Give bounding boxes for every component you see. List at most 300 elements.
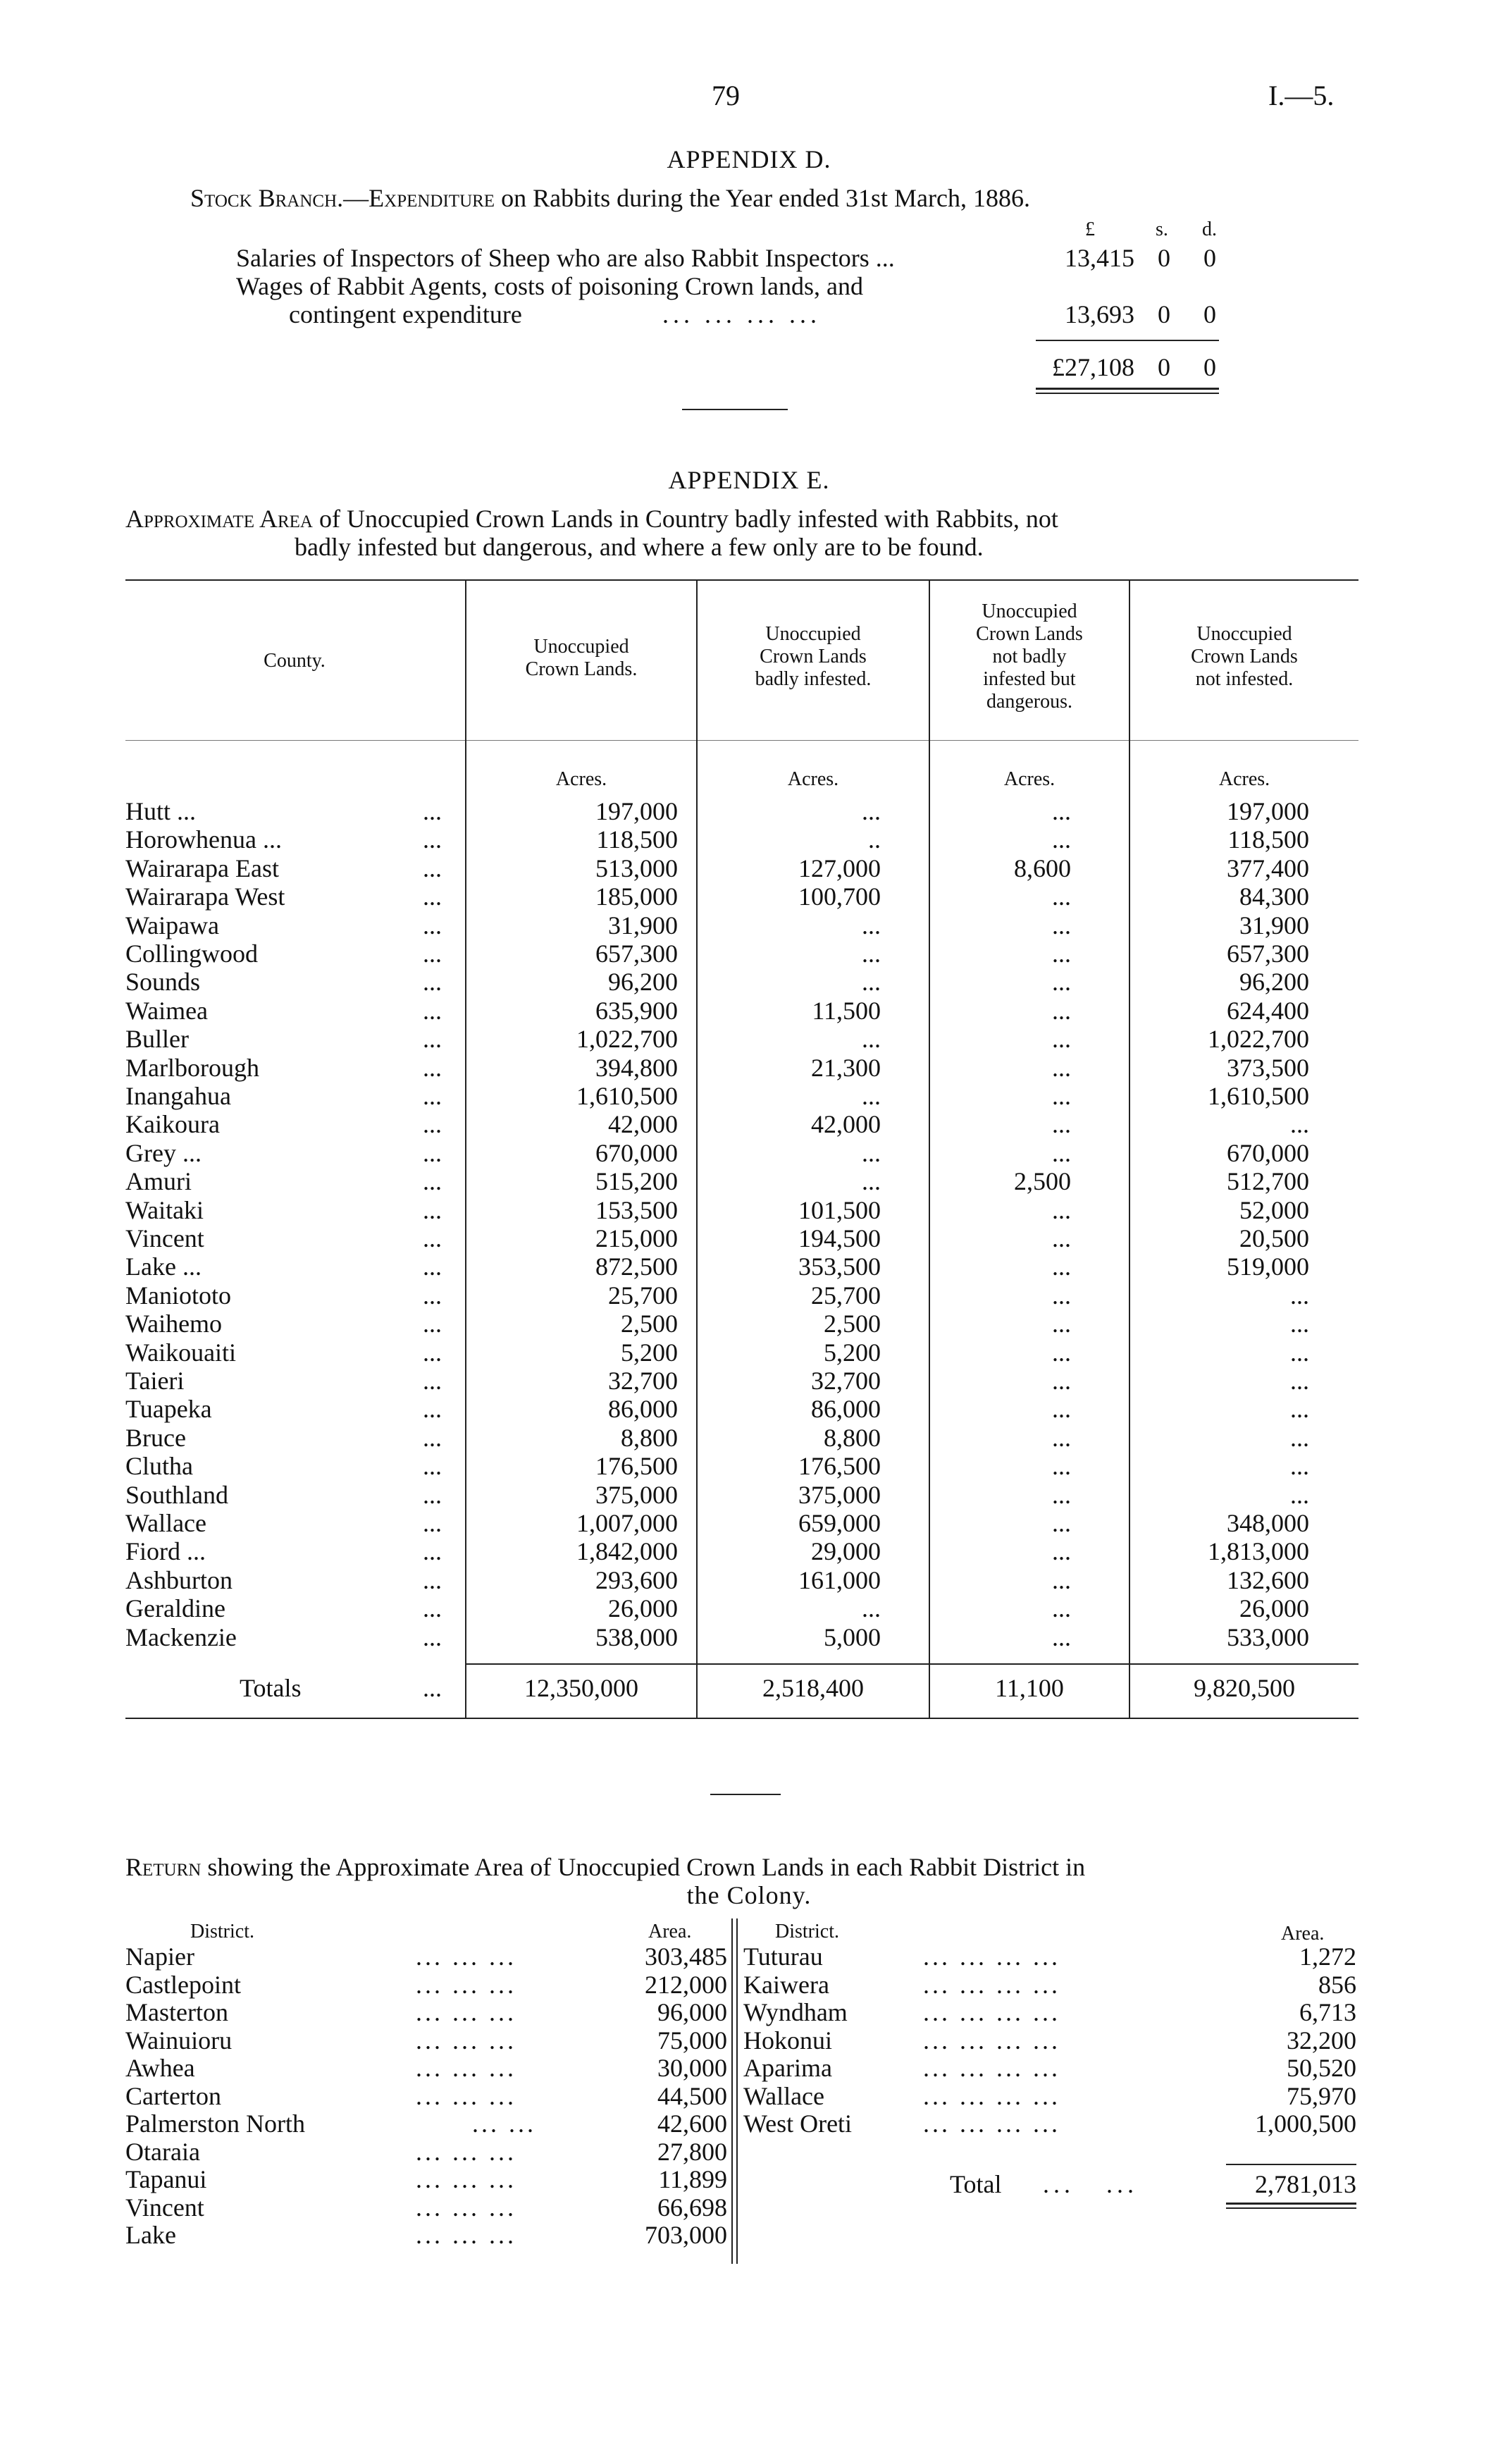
return-area: 6,713 [1299, 1998, 1356, 2026]
table-row [0, 1309, 1498, 1337]
table-row [0, 1594, 1498, 1622]
return-area: 1,000,500 [1255, 2109, 1356, 2138]
county-name: Wallace [125, 1509, 207, 1537]
cell-not-infested: ... [1290, 1480, 1309, 1509]
cell-unoccupied: 1,610,500 [576, 1082, 678, 1110]
table-top-rule [125, 579, 1358, 581]
cell-unoccupied: 176,500 [595, 1452, 678, 1481]
cell-not-badly: 8,600 [1014, 854, 1071, 882]
county-name: Southland [125, 1480, 229, 1509]
pounds-header: £ [1085, 218, 1095, 240]
return-leader-dots: ... ... ... [416, 1942, 516, 1971]
county-leader-dots: ... [423, 1252, 442, 1281]
cell-not-badly: ... [1052, 1395, 1071, 1424]
table-row [0, 1394, 1498, 1422]
cell-unoccupied: 153,500 [595, 1195, 678, 1224]
return-area: 44,500 [657, 2081, 727, 2110]
cell-not-badly: ... [1052, 1594, 1071, 1623]
header-unoccupied-line: Unoccupied [533, 636, 629, 658]
cell-not-badly: ... [1052, 1025, 1071, 1054]
table-row [0, 1622, 1498, 1651]
return-title [125, 1852, 1085, 1882]
county-name: Sounds [125, 968, 201, 997]
return-district: Masterton [125, 1998, 228, 2026]
cell-unoccupied: 670,000 [595, 1138, 678, 1167]
county-name: Lake ... [125, 1252, 202, 1281]
cell-unoccupied: 2,500 [621, 1310, 678, 1338]
cell-not-badly: ... [1052, 1053, 1071, 1082]
cell-not-infested: 197,000 [1227, 797, 1309, 825]
table-row [0, 854, 1498, 882]
cell-not-infested: ... [1290, 1110, 1309, 1139]
cell-not-infested: 20,500 [1239, 1224, 1309, 1252]
cell-badly-infested: 5,000 [824, 1622, 881, 1651]
county-name: Kaikoura [125, 1110, 220, 1139]
county-name: Inangahua [125, 1082, 231, 1110]
cell-unoccupied: 1,022,700 [576, 1025, 678, 1054]
cell-not-infested: 52,000 [1239, 1195, 1309, 1224]
county-leader-dots: ... [423, 1338, 442, 1367]
return-area: 303,485 [645, 1942, 727, 1971]
expenditure-item-wages: Wages of Rabbit Agents, costs of poisoning Crown lands, and [236, 272, 864, 300]
return-row [0, 1970, 1498, 1998]
return-row [0, 2220, 1498, 2248]
header-unoccupied-line: Crown Lands. [525, 658, 638, 680]
cell-badly-infested: 86,000 [811, 1395, 881, 1424]
expenditure-item-salaries: Salaries of Inspectors of Sheep who are also Rabbit Inspectors ... [236, 244, 895, 272]
cell-unoccupied: 5,200 [621, 1338, 678, 1367]
cell-not-infested: ... [1290, 1367, 1309, 1395]
return-area: 42,600 [657, 2109, 727, 2138]
return-area: 96,000 [657, 1998, 727, 2026]
header-not-badly-infested [930, 600, 1129, 713]
cell-not-infested: 31,900 [1239, 911, 1309, 940]
return-total-rule-1 [1226, 2203, 1356, 2205]
table-header-rule [125, 740, 1358, 741]
return-district: Tuturau [743, 1942, 823, 1971]
cell-not-badly: ... [1052, 1480, 1071, 1509]
cell-badly-infested: ... [862, 1138, 881, 1167]
return-leader-dots: ... ... ... ... [923, 2026, 1060, 2055]
return-row [0, 1997, 1498, 2026]
county-name: Geraldine [125, 1594, 225, 1623]
appendix-d-title: APPENDIX D. [667, 145, 831, 173]
return-leader-dots: ... ... ... ... [923, 2081, 1060, 2110]
county-leader-dots: ... [423, 1594, 442, 1623]
return-total-dots: ... ... [1043, 2170, 1138, 2198]
table-row [0, 1138, 1498, 1166]
header-not-badly-line: dangerous. [986, 691, 1073, 713]
return-row [0, 1942, 1498, 1970]
county-name: Buller [125, 1025, 189, 1054]
table-row [0, 1451, 1498, 1479]
cell-not-badly: ... [1052, 1281, 1071, 1310]
table-row [0, 1109, 1498, 1138]
return-right-district-header: District. [775, 1921, 839, 1942]
county-leader-dots: ... [423, 1452, 442, 1481]
county-leader-dots: ... [423, 1310, 442, 1338]
return-leader-dots: ... ... ... ... [923, 1970, 1060, 1999]
header-not-infested-line: not infested. [1195, 668, 1294, 690]
return-leader-dots: ... ... [472, 2109, 536, 2138]
cell-not-infested: ... [1290, 1452, 1309, 1481]
cell-unoccupied: 538,000 [595, 1622, 678, 1651]
cell-unoccupied: 293,600 [595, 1565, 678, 1594]
cell-badly-infested: 659,000 [798, 1509, 881, 1537]
cell-not-infested: 373,500 [1227, 1053, 1309, 1082]
header-not-infested-line: Crown Lands [1191, 646, 1298, 667]
table-row [0, 882, 1498, 910]
table-row [0, 1565, 1498, 1594]
return-leader-dots: ... ... ... [416, 2054, 516, 2082]
return-district: Palmerston North [125, 2109, 305, 2138]
appendix-e-subtitle [125, 504, 1058, 534]
county-name: Hutt ... [125, 797, 197, 825]
total-rule-double-2 [1036, 393, 1219, 394]
expenditure-total-pounds: £27,108 [1052, 353, 1134, 381]
cell-badly-infested: ... [862, 1167, 881, 1196]
table-row [0, 939, 1498, 967]
cell-badly-infested: ... [862, 968, 881, 997]
cell-not-badly: ... [1052, 882, 1071, 911]
return-leader-dots: ... ... ... [416, 2137, 516, 2166]
return-title-line2: the Colony. [686, 1881, 812, 1909]
cell-not-infested: 519,000 [1227, 1252, 1309, 1281]
county-name: Waikouaiti [125, 1338, 237, 1367]
cell-badly-infested: 11,500 [812, 996, 881, 1025]
cell-unoccupied: 215,000 [595, 1224, 678, 1252]
header-county [125, 650, 464, 672]
return-district: Castlepoint [125, 1970, 241, 1999]
cell-unoccupied: 32,700 [608, 1367, 678, 1395]
document-reference: I.—5. [1268, 80, 1335, 111]
appendix-d-subtitle-rest: on Rabbits during the Year ended 31st March, 1886. [501, 184, 1030, 212]
return-area: 30,000 [657, 2054, 727, 2082]
return-district: Carterton [125, 2081, 221, 2110]
header-unoccupied [466, 636, 696, 681]
table-row [0, 1081, 1498, 1109]
county-leader-dots: ... [423, 797, 442, 825]
return-row [0, 2137, 1498, 2165]
table-row [0, 1024, 1498, 1052]
cell-not-badly: ... [1052, 797, 1071, 825]
return-left-area-header: Area. [648, 1921, 692, 1942]
cell-not-badly: ... [1052, 1082, 1071, 1110]
return-leader-dots: ... ... ... [416, 2081, 516, 2110]
cell-badly-infested: 194,500 [798, 1224, 881, 1252]
return-district: Wallace [743, 2081, 825, 2110]
cell-not-badly: ... [1052, 1138, 1071, 1167]
expenditure-total-d: 0 [1203, 353, 1216, 381]
return-district: Napier [125, 1942, 194, 1971]
county-leader-dots: ... [423, 1138, 442, 1167]
header-not-badly-line: not badly [992, 646, 1067, 667]
return-area: 856 [1318, 1970, 1356, 1999]
cell-unoccupied: 657,300 [595, 940, 678, 968]
county-name: Horowhenua ... [125, 825, 282, 854]
header-badly-infested-line: Crown Lands [760, 646, 867, 667]
expenditure-wages-pounds: 13,693 [1065, 300, 1134, 328]
return-area: 66,698 [657, 2193, 727, 2222]
cell-unoccupied: 31,900 [608, 911, 678, 940]
return-title-sc: Return [125, 1853, 202, 1881]
return-district: Otaraia [125, 2137, 200, 2166]
header-not-badly-line: infested but [983, 668, 1076, 690]
return-leader-dots: ... ... ... [416, 2026, 516, 2055]
cell-unoccupied: 42,000 [608, 1110, 678, 1139]
cell-not-badly: ... [1052, 825, 1071, 854]
page-number: 79 [712, 80, 740, 111]
cell-unoccupied: 185,000 [595, 882, 678, 911]
cell-badly-infested: ... [862, 1594, 881, 1623]
table-row [0, 911, 1498, 939]
return-district: Wyndham [743, 1998, 848, 2026]
cell-not-infested: ... [1290, 1310, 1309, 1338]
county-leader-dots: ... [423, 1423, 442, 1452]
table-row [0, 1480, 1498, 1508]
cell-unoccupied: 872,500 [595, 1252, 678, 1281]
totals-dots: ... [423, 1674, 442, 1702]
county-leader-dots: ... [423, 1367, 442, 1395]
units-acres-3: Acres. [1003, 768, 1056, 790]
county-name: Vincent [125, 1224, 204, 1252]
cell-not-badly: ... [1052, 1310, 1071, 1338]
cell-badly-infested: 25,700 [811, 1281, 881, 1310]
cell-badly-infested: 101,500 [798, 1195, 881, 1224]
cell-not-badly: ... [1052, 1423, 1071, 1452]
cell-not-badly: ... [1052, 1452, 1071, 1481]
return-area: 32,200 [1287, 2026, 1356, 2055]
cell-badly-infested: 161,000 [798, 1565, 881, 1594]
return-row [0, 2081, 1498, 2109]
cell-badly-infested: ... [862, 911, 881, 940]
cell-badly-infested: 5,200 [824, 1338, 881, 1367]
return-leader-dots: ... ... ... [416, 2221, 516, 2249]
pence-header: d. [1202, 218, 1217, 240]
county-name: Taieri [125, 1367, 185, 1395]
county-leader-dots: ... [423, 825, 442, 854]
cell-unoccupied: 394,800 [595, 1053, 678, 1082]
cell-badly-infested: 353,500 [798, 1252, 881, 1281]
totals-unoccupied: 12,350,000 [524, 1674, 638, 1702]
expenditure-wages-dots: ... ... ... ... [662, 300, 821, 328]
return-leader-dots: ... ... ... ... [923, 1998, 1060, 2026]
county-leader-dots: ... [423, 854, 442, 882]
county-name: Tuapeka [125, 1395, 212, 1424]
cell-unoccupied: 635,900 [595, 996, 678, 1025]
county-name: Ashburton [125, 1565, 233, 1594]
cell-badly-infested: 42,000 [811, 1110, 881, 1139]
expenditure-total-s: 0 [1158, 353, 1170, 381]
return-leader-dots: ... ... ... ... [923, 1942, 1060, 1971]
cell-not-infested: 26,000 [1239, 1594, 1309, 1623]
cell-unoccupied: 513,000 [595, 854, 678, 882]
cell-not-infested: ... [1290, 1338, 1309, 1367]
cell-unoccupied: 375,000 [595, 1480, 678, 1509]
totals-label: Totals [240, 1674, 302, 1702]
header-not-infested-line: Unoccupied [1196, 623, 1292, 645]
cell-not-infested: 670,000 [1227, 1138, 1309, 1167]
appendix-d-subtitle-sc: Stock Branch.—Expenditure [190, 184, 495, 212]
table-row [0, 1166, 1498, 1195]
return-district: Kaiwera [743, 1970, 829, 1999]
cell-not-badly: ... [1052, 1252, 1071, 1281]
header-county-line: County. [264, 650, 326, 672]
table-row [0, 967, 1498, 995]
county-name: Waitaki [125, 1195, 204, 1224]
cell-not-infested: 533,000 [1227, 1622, 1309, 1651]
cell-not-badly: ... [1052, 1509, 1071, 1537]
county-leader-dots: ... [423, 1082, 442, 1110]
cell-not-badly: ... [1052, 996, 1071, 1025]
cell-not-infested: 624,400 [1227, 996, 1309, 1025]
cell-unoccupied: 118,500 [596, 825, 678, 854]
header-not-badly-line: Crown Lands [976, 623, 1083, 645]
cell-not-infested: ... [1290, 1423, 1309, 1452]
county-leader-dots: ... [423, 1281, 442, 1310]
appendix-e-subtitle-line2: badly infested but dangerous, and where a few only are to be found. [295, 533, 984, 561]
return-district: Tapanui [125, 2165, 207, 2193]
county-leader-dots: ... [423, 1195, 442, 1224]
table-bottom-rule [125, 1718, 1358, 1719]
return-total-rule-top [1226, 2164, 1356, 2165]
county-name: Fiord ... [125, 1537, 206, 1566]
cell-not-infested: 512,700 [1227, 1167, 1309, 1196]
header-not-badly-line: Unoccupied [982, 600, 1077, 622]
county-leader-dots: ... [423, 1224, 442, 1252]
county-leader-dots: ... [423, 1622, 442, 1651]
expenditure-salaries-d: 0 [1203, 244, 1216, 272]
table-row [0, 1366, 1498, 1394]
cell-not-infested: ... [1290, 1395, 1309, 1424]
cell-not-infested: 1,813,000 [1208, 1537, 1309, 1566]
return-district: Aparima [743, 2054, 832, 2082]
cell-not-badly: ... [1052, 1224, 1071, 1252]
return-leader-dots: ... ... ... [416, 1970, 516, 1999]
totals-not-infested: 9,820,500 [1194, 1674, 1295, 1702]
county-name: Clutha [125, 1452, 193, 1481]
cell-badly-infested: ... [862, 1082, 881, 1110]
cell-not-badly: ... [1052, 1110, 1071, 1139]
units-acres-2: Acres. [787, 768, 839, 790]
cell-not-badly: ... [1052, 968, 1071, 997]
cell-badly-infested: ... [862, 940, 881, 968]
county-leader-dots: ... [423, 1110, 442, 1139]
county-name: Wairarapa West [125, 882, 285, 911]
table-row [0, 1338, 1498, 1366]
cell-not-infested: 1,610,500 [1208, 1082, 1309, 1110]
section-divider-1 [682, 409, 788, 410]
cell-badly-infested: .. [868, 825, 881, 854]
cell-badly-infested: 8,800 [824, 1423, 881, 1452]
county-leader-dots: ... [423, 1395, 442, 1424]
cell-not-badly: ... [1052, 911, 1071, 940]
cell-not-infested: 132,600 [1227, 1565, 1309, 1594]
return-district: West Oreti [743, 2109, 853, 2138]
expenditure-wages-s: 0 [1158, 300, 1170, 328]
return-area: 703,000 [645, 2221, 727, 2249]
appendix-e-subtitle-sc: Approximate Area [125, 505, 313, 533]
county-name: Bruce [125, 1423, 186, 1452]
cell-unoccupied: 25,700 [608, 1281, 678, 1310]
return-leader-dots: ... ... ... [416, 2193, 516, 2222]
cell-badly-infested: 100,700 [798, 882, 881, 911]
return-area: 27,800 [657, 2137, 727, 2166]
cell-not-infested: 1,022,700 [1208, 1025, 1309, 1054]
cell-not-badly: ... [1052, 1565, 1071, 1594]
table-row [0, 796, 1498, 825]
total-rule-top [1036, 340, 1219, 341]
cell-badly-infested: 375,000 [798, 1480, 881, 1509]
cell-badly-infested: 21,300 [811, 1053, 881, 1082]
cell-badly-infested: 176,500 [798, 1452, 881, 1481]
units-acres-4: Acres. [1218, 768, 1270, 790]
return-district: Awhea [125, 2054, 195, 2082]
cell-badly-infested: ... [862, 797, 881, 825]
cell-not-infested: 377,400 [1227, 854, 1309, 882]
table-row [0, 1508, 1498, 1536]
cell-unoccupied: 1,842,000 [576, 1537, 678, 1566]
cell-not-badly: 2,500 [1014, 1167, 1071, 1196]
cell-unoccupied: 86,000 [608, 1395, 678, 1424]
header-badly-infested-line: Unoccupied [765, 623, 861, 645]
cell-badly-infested: ... [862, 1025, 881, 1054]
expenditure-wages-d: 0 [1203, 300, 1216, 328]
cell-badly-infested: 29,000 [811, 1537, 881, 1566]
appendix-e-subtitle-rest: of Unoccupied Crown Lands in Country badly infested with Rabbits, not [318, 505, 1058, 533]
cell-not-infested: 96,200 [1239, 968, 1309, 997]
cell-badly-infested: 127,000 [798, 854, 881, 882]
county-leader-dots: ... [423, 911, 442, 940]
cell-unoccupied: 1,007,000 [576, 1509, 678, 1537]
county-leader-dots: ... [423, 1509, 442, 1537]
county-leader-dots: ... [423, 1565, 442, 1594]
return-district: Vincent [125, 2193, 204, 2222]
return-district: Lake [125, 2221, 176, 2249]
table-row [0, 1423, 1498, 1451]
county-leader-dots: ... [423, 882, 442, 911]
county-name: Grey ... [125, 1138, 202, 1167]
return-total-value: 2,781,013 [1255, 2170, 1356, 2198]
county-name: Waihemo [125, 1310, 223, 1338]
table-row [0, 1536, 1498, 1565]
county-name: Waipawa [125, 911, 220, 940]
cell-unoccupied: 96,200 [608, 968, 678, 997]
expenditure-item-wages-line2: contingent expenditure [289, 300, 522, 328]
return-area: 11,899 [658, 2165, 727, 2193]
expenditure-salaries-s: 0 [1158, 244, 1170, 272]
expenditure-salaries-pounds: 13,415 [1065, 244, 1134, 272]
return-left-district-header: District. [190, 1921, 254, 1942]
cell-unoccupied: 26,000 [608, 1594, 678, 1623]
return-district: Hokonui [743, 2026, 832, 2055]
section-divider-2 [710, 1794, 781, 1795]
totals-top-rule [465, 1663, 1358, 1665]
table-row [0, 1281, 1498, 1309]
totals-row [0, 1673, 1498, 1701]
return-area: 1,272 [1299, 1942, 1356, 1971]
return-row [0, 2026, 1498, 2054]
units-acres-1: Acres. [555, 768, 607, 790]
cell-not-badly: ... [1052, 1338, 1071, 1367]
county-leader-dots: ... [423, 1025, 442, 1054]
shillings-header: s. [1156, 218, 1168, 240]
cell-not-infested: 84,300 [1239, 882, 1309, 911]
header-badly-infested [698, 623, 929, 691]
county-name: Mackenzie [125, 1622, 237, 1651]
table-row [0, 1053, 1498, 1081]
table-row [0, 825, 1498, 853]
